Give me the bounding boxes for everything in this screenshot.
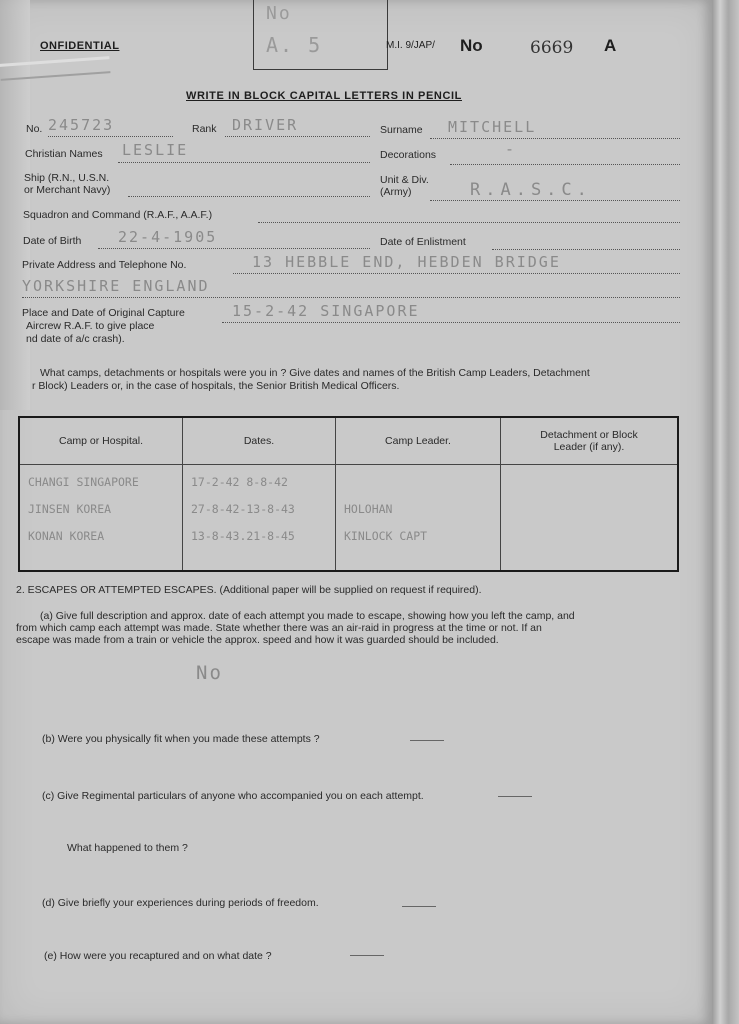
reference-stamp-box [253,0,388,70]
escapes-heading: 2. ESCAPES OR ATTEMPTED ESCAPES. (Additional paper will be supplied on request if required). [16,584,482,596]
surname-label: Surname [380,124,423,136]
unit-label-1: Unit & Div. [380,174,429,186]
escapes-d: (d) Give briefly your experiences during periods of freedom. [42,897,319,909]
enlistment-label: Date of Enlistment [380,236,466,248]
escapes-a-1: (a) Give full description and approx. date of each attempt you made to escape, showing how you left the camp, and [40,610,575,622]
table-cell: 17-2-42 8-8-42 [191,475,288,489]
serial-number: 6669 [530,38,574,58]
no-label: No. [26,123,43,135]
camps-table [18,416,679,572]
escapes-a-answer: No [196,662,223,684]
table-cell: 13-8-43.21-8-45 [191,529,295,543]
dob-label: Date of Birth [23,235,82,247]
escapes-e: (e) How were you recaptured and on what date ? [44,950,272,962]
unit-label-2: (Army) [380,186,412,198]
box-ref: A. 5 [266,33,323,57]
table-cell: HOLOHAN [344,502,393,516]
table-cell: KONAN KOREA [28,529,105,543]
header-camp: Camp or Hospital. [19,417,183,465]
rank-value: DRIVER [232,116,299,134]
confidential-label: ONFIDENTIAL [40,40,120,52]
escapes-a-2: from which camp each attempt was made. State whether there was an air-raid in progress at the time or not. If an [16,622,542,634]
surname-value: MITCHELL [448,118,537,136]
camps-table-header [19,417,678,465]
capture-label-2: Aircrew R.A.F. to give place [26,320,155,332]
capture-value: 15-2-42 SINGAPORE [232,302,420,320]
table-cell: 27-8-42-13-8-43 [191,502,295,516]
escapes-c: (c) Give Regimental particulars of anyone who accompanied you on each attempt. [42,790,424,802]
header-detachment: Detachment or Block Leader (if any). [501,417,679,465]
no-value: 245723 [48,116,115,134]
escapes-b: (b) Were you physically fit when you made these attempts ? [42,733,320,745]
table-cell [344,469,494,496]
header-dates: Dates. [183,417,336,465]
unit-value: R.A.S.C. [470,180,592,200]
capture-label-3: nd date of a/c crash). [26,333,125,345]
address-label: Private Address and Telephone No. [22,259,187,271]
col-detachment [501,465,679,572]
stacked-pages-edge [712,0,739,1024]
capture-label-1: Place and Date of Original Capture [22,307,185,319]
decorations-label: Decorations [380,149,437,161]
header-camp-leader: Camp Leader. [336,417,501,465]
mi-reference: M.I. 9/JAP/ [386,40,435,51]
camps-question-2: r Block) Leaders or, in the case of hospitals, the Senior British Medical Officers. [32,380,400,392]
escapes-c-sub: What happened to them ? [67,842,188,854]
address-value-2: YORKSHIRE ENGLAND [22,277,210,295]
christian-value: LESLIE [122,141,189,159]
table-cell: JINSEN KOREA [28,502,112,516]
box-no: No [266,3,292,24]
camps-table-body [19,465,678,572]
dob-value: 22-4-1905 [118,228,218,246]
serial-suffix: A [604,36,617,55]
col-dates [183,465,336,572]
table-cell: CHANGI SINGAPORE [28,475,139,489]
ship-label-1: Ship (R.N., U.S.N. [24,172,110,184]
rank-label: Rank [192,123,217,135]
instruction-heading: WRITE IN BLOCK CAPITAL LETTERS IN PENCIL [186,90,462,102]
camps-question-1: What camps, detachments or hospitals were you in ? Give dates and names of the British Camp Leaders, Detachment [40,367,590,379]
decorations-value: - [505,140,517,158]
table-cell: KINLOCK CAPT [344,529,428,543]
col-camp [19,465,183,572]
squadron-label: Squadron and Command (R.A.F., A.A.F.) [23,209,213,221]
ship-label-2: or Merchant Navy) [24,184,111,196]
serial-no-label: No [460,36,483,55]
escapes-a-3: escape was made from a train or vehicle the approx. speed and how it was guarded should be included. [16,634,499,646]
col-leader [336,465,501,572]
address-value-1: 13 HEBBLE END, HEBDEN BRIDGE [252,253,561,271]
christian-label: Christian Names [25,148,103,160]
